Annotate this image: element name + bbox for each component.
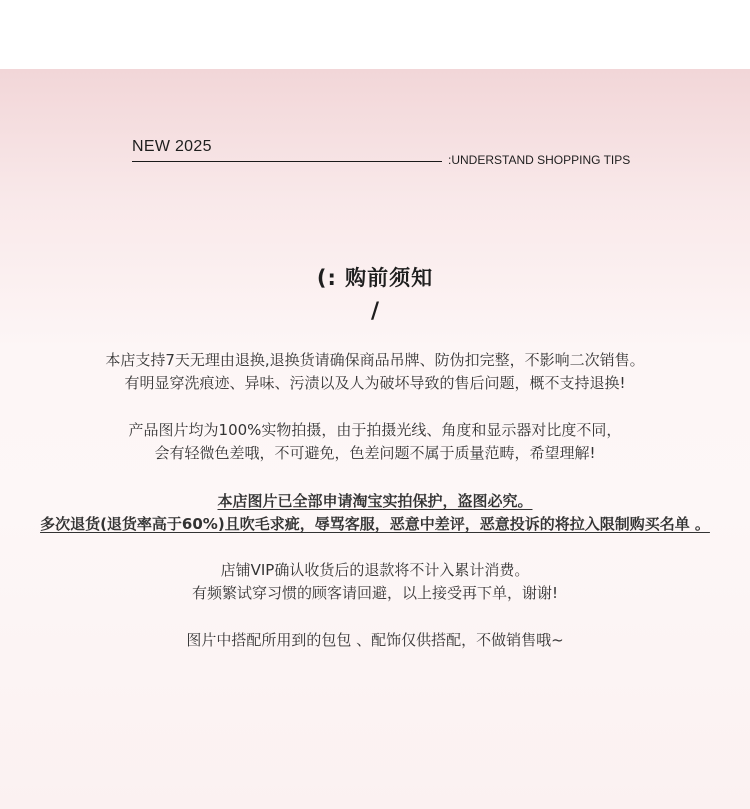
title-divider-glyph: / [370, 299, 380, 324]
notice-line: 本店支持7天无理由退换,退换货请确保商品吊牌、防伪扣完整，不影响二次销售。 [105, 351, 645, 369]
header-subtitle: :UNDERSTAND SHOPPING TIPS [448, 153, 631, 167]
warning-row [0, 489, 750, 512]
notice-line: 产品图片均为100%实物拍摄，由于拍摄光线、角度和显示器对比度不同， [128, 421, 622, 439]
header-tag: NEW 2025 [132, 138, 212, 155]
notice-line: 会有轻微色差哦，不可避免，色差问题不属于质量范畴，希望理解! [154, 444, 596, 462]
paragraph-gap [0, 465, 750, 489]
header-divider-line [132, 161, 442, 162]
warning-line: 多次退货(退货率高于60%)且吹毛求疵，辱骂客服，恶意中差评，恶意投诉的将拉入限制购买名单 。 [40, 515, 710, 533]
warning-line: 本店图片已全部申请淘宝实拍保护，盗图必究。 [217, 492, 533, 510]
notice-list [0, 349, 750, 652]
top-blank-strip [0, 0, 750, 69]
page-title: (: 购前须知 [316, 266, 434, 290]
shopping-tips-panel [0, 69, 750, 809]
paragraph-gap [0, 605, 750, 629]
warning-row [0, 512, 750, 535]
notice-line: 店铺VIP确认收货后的退款将不计入累计消费。 [220, 561, 530, 579]
paragraph-gap [0, 395, 750, 419]
paragraph-gap [0, 535, 750, 559]
title-block [0, 262, 750, 292]
notice-line: 有频繁试穿习惯的顾客请回避，以上接受再下单，谢谢! [191, 584, 559, 602]
notice-line: 图片中搭配所用到的包包 、配饰仅供搭配，不做销售哦~ [186, 631, 564, 649]
notice-line: 有明显穿洗痕迹、异味、污渍以及人为破坏导致的售后问题，概不支持退换! [124, 374, 626, 392]
